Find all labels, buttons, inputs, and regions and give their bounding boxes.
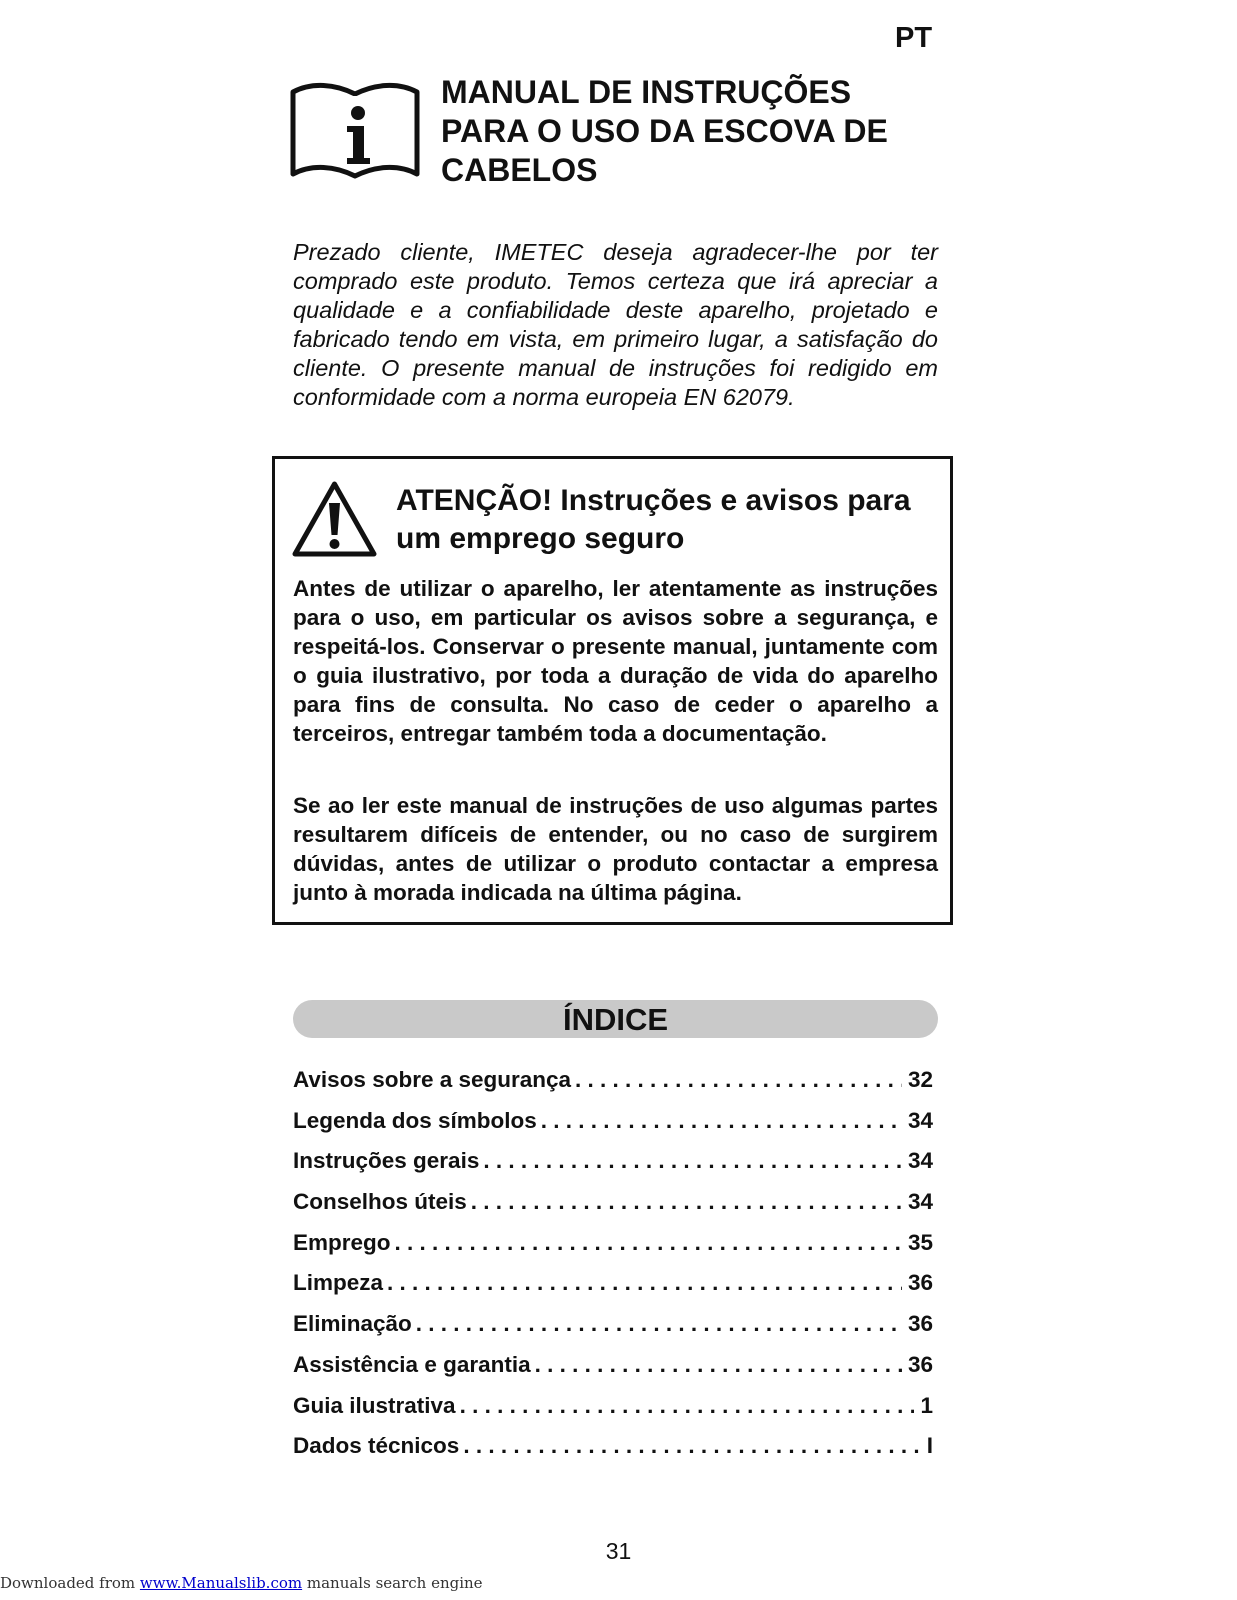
toc-item[interactable] <box>293 1108 933 1149</box>
toc-label: Dados técnicos <box>293 1433 460 1459</box>
toc-leader <box>571 1067 902 1093</box>
toc-page: 34 <box>907 1148 933 1174</box>
toc-page: 36 <box>907 1270 933 1296</box>
toc-page: 34 <box>907 1107 933 1133</box>
toc-label: Avisos sobre a segurança <box>293 1067 572 1092</box>
intro-paragraph: Prezado cliente, IMETEC deseja agradecer-lhe por ter comprado este produto. Temos certeza que irá apreciar a qualidade e a confiabilidade deste aparelho, projetado e fabricado tendo em vista, em primeiro lugar, a satisfação do cliente. O presente manual de instruções foi redigido em conformidade com a norma europeia EN 62079. <box>293 239 938 410</box>
toc-label: Limpeza <box>293 1270 384 1296</box>
toc-page: I <box>926 1433 933 1459</box>
toc-label: Legenda dos símbolos <box>293 1107 537 1133</box>
toc-item[interactable] <box>293 1311 933 1352</box>
toc-label: Emprego <box>293 1229 391 1255</box>
toc-item[interactable] <box>293 1148 933 1189</box>
toc-item[interactable] <box>293 1189 933 1230</box>
table-of-contents <box>293 1067 933 1474</box>
warning-triangle-icon <box>291 479 378 559</box>
footer-suffix: manuals search engine <box>302 1574 483 1592</box>
toc-item[interactable] <box>293 1433 933 1474</box>
toc-leader <box>537 1108 902 1134</box>
document-title: MANUAL DE INSTRUÇÕES PARA O USO DA ESCOVA DE CABELOS <box>441 74 888 188</box>
manualslib-link[interactable]: www.Manualslib.com <box>139 1574 303 1592</box>
toc-leader <box>467 1189 902 1215</box>
toc-leader <box>459 1433 920 1459</box>
warning-paragraph-1: Antes de utilizar o aparelho, ler atentamente as instruções para o uso, em particular os avisos sobre a segurança, e respeitá-los. Conservar o presente manual, juntamente com o guia ilustrativo, por toda a duração de vida do aparelho para fins de consulta. No caso de ceder o aparelho a terceiros, entregar também toda a documentação. <box>293 576 938 746</box>
warning-title: ATENÇÃO! Instruções e avisos para um emprego seguro <box>396 484 911 555</box>
toc-leader <box>383 1270 902 1296</box>
toc-leader <box>391 1230 902 1256</box>
toc-item[interactable] <box>293 1270 933 1311</box>
toc-item[interactable] <box>293 1393 933 1434</box>
footer-prefix: Downloaded from <box>0 1574 140 1592</box>
open-book-info-icon <box>290 80 420 180</box>
toc-leader <box>531 1352 902 1378</box>
toc-item[interactable] <box>293 1352 933 1393</box>
toc-label: Eliminação <box>293 1311 412 1337</box>
toc-page: 34 <box>907 1189 933 1215</box>
toc-label: Guia ilustrativa <box>293 1392 456 1418</box>
toc-page: 1 <box>920 1392 933 1418</box>
toc-page: 35 <box>907 1229 933 1255</box>
toc-leader <box>412 1311 902 1337</box>
toc-label: Conselhos úteis <box>293 1189 467 1215</box>
warning-paragraph-2: Se ao ler este manual de instruções de uso algumas partes resultarem difíceis de entender, ou no caso de surgirem dúvidas, antes de utilizar o produto contactar a empresa junto à morada indicada na última página. <box>293 793 938 905</box>
index-heading: ÍNDICE <box>293 1000 938 1038</box>
toc-page: 36 <box>907 1351 933 1377</box>
language-code: PT <box>895 22 933 54</box>
toc-label: Assistência e garantia <box>293 1351 531 1377</box>
toc-leader <box>479 1148 902 1174</box>
toc-page: 36 <box>907 1311 933 1337</box>
toc-leader <box>456 1393 915 1419</box>
toc-item[interactable] <box>293 1067 933 1108</box>
toc-label: Instruções gerais <box>293 1148 480 1174</box>
toc-item[interactable] <box>293 1230 933 1271</box>
download-footer <box>0 1574 483 1592</box>
toc-page: 32 <box>907 1067 933 1092</box>
page-number: 31 <box>605 1538 632 1564</box>
